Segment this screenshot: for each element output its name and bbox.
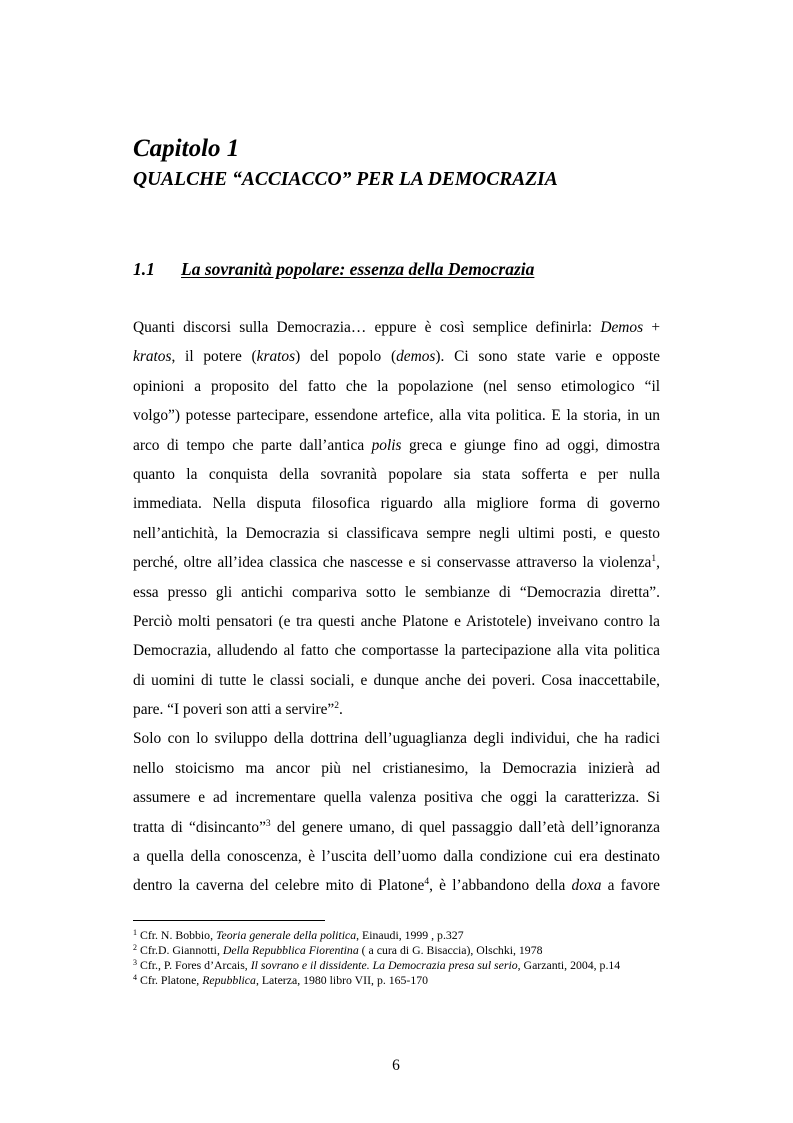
italic-text: kratos	[133, 348, 172, 366]
text-run: , è l’abbandono della	[429, 877, 572, 895]
text-run: nell’antichità, la Democrazia si classificava sempre negli ultimi posti, e questo	[133, 524, 660, 542]
paragraph	[133, 724, 660, 900]
text-run: ,	[656, 554, 660, 572]
footnote-reference: 1	[133, 928, 137, 937]
text-run: immediata. Nella disputa filosofica riguardo alla migliore forma di governo	[133, 495, 660, 513]
text-line	[133, 401, 660, 430]
text-line	[133, 460, 660, 489]
text-run: , Garzanti, 2004, p.14	[517, 958, 621, 972]
chapter-title: QUALCHE “ACCIACCO” PER LA DEMOCRAZIA	[133, 169, 558, 190]
text-run: Cfr. Platone,	[137, 973, 203, 987]
text-run: a favore	[601, 877, 660, 895]
text-run: Cfr. N. Bobbio,	[137, 928, 216, 942]
italic-text: Il sovrano e il dissidente. La Democrazia presa sul serio	[250, 958, 518, 972]
italic-text: Della Repubblica Fiorentina	[222, 943, 359, 957]
footnote-reference: 2	[334, 701, 340, 712]
text-run: Cfr., P. Fores d’Arcais,	[137, 958, 251, 972]
italic-text: polis	[371, 436, 402, 454]
footnote-reference: 2	[133, 943, 137, 952]
text-line	[133, 372, 660, 401]
italic-text: demos	[396, 348, 436, 366]
text-line	[133, 607, 660, 636]
section-number: 1.1	[133, 259, 155, 279]
footnote-1	[133, 928, 693, 943]
italic-text: doxa	[571, 877, 602, 895]
text-line	[133, 871, 660, 900]
text-line	[133, 724, 660, 753]
body-text	[133, 313, 660, 901]
text-line	[133, 431, 660, 460]
text-run: Solo con lo sviluppo della dottrina dell’uguaglianza degli individui, che ha radici	[133, 730, 660, 748]
text-line	[133, 783, 660, 812]
text-run: ). Ci sono state varie e opposte	[435, 348, 660, 366]
text-run: .	[339, 701, 343, 719]
footnote-reference: 4	[424, 877, 430, 888]
footnote-2	[133, 943, 693, 958]
section-heading	[133, 257, 534, 281]
text-run: a quella della conoscenza, è l’uscita dell’uomo dalla condizione cui era destinato	[133, 848, 660, 866]
text-run: , Einaudi, 1999 , p.327	[356, 928, 464, 942]
text-run: essa presso gli antichi compariva sotto le sembianze di “Democrazia diretta”.	[133, 583, 660, 601]
footnote-reference: 3	[265, 818, 271, 829]
italic-text: Teoria generale della politica	[215, 928, 357, 942]
text-run: arco di tempo che parte dall’antica	[133, 436, 372, 454]
footnotes	[133, 928, 693, 988]
text-run: , il potere (	[171, 348, 257, 366]
text-run: nello stoicismo ma ancor più nel cristianesimo, la Democrazia inizierà ad	[133, 759, 660, 777]
text-run: Perciò molti pensatori (e tra questi anche Platone e Aristotele) inveivano contro la	[133, 612, 660, 630]
text-run: quanto la conquista della sovranità popolare sia stata sofferta e per nulla	[133, 465, 660, 483]
footnote-reference: 4	[133, 973, 137, 982]
text-line	[133, 813, 660, 842]
text-run: di uomini di tutte le classi sociali, e dunque anche dei poveri. Cosa inaccettabile,	[133, 671, 660, 689]
text-line	[133, 489, 660, 518]
italic-text: kratos	[256, 348, 296, 366]
text-run: ) del popolo (	[295, 348, 397, 366]
text-line	[133, 842, 660, 871]
section-title: La sovranità popolare: essenza della Democrazia	[181, 259, 535, 279]
text-run: del genere umano, di quel passaggio dall’età dell’ignoranza	[270, 818, 660, 836]
text-run: Cfr.D. Giannotti,	[137, 943, 223, 957]
text-run: tratta di “disincanto”	[133, 818, 266, 836]
text-run: dentro la caverna del celebre mito di Platone	[133, 877, 425, 895]
text-line	[133, 754, 660, 783]
text-line	[133, 548, 660, 577]
text-line	[133, 578, 660, 607]
page-number: 6	[392, 1057, 400, 1074]
text-line	[133, 342, 660, 371]
text-run: , Laterza, 1980 libro VII, p. 165-170	[255, 973, 429, 987]
footnote-4	[133, 973, 693, 988]
text-run: ( a cura di G. Bisaccia), Olschki, 1978	[358, 943, 543, 957]
text-run: perché, oltre all’idea classica che nascesse e si conservasse attraverso la violenza	[133, 554, 652, 572]
text-run: volgo”) potesse partecipare, essendone artefice, alla vita politica. E la storia, in un	[133, 407, 660, 425]
footnote-3	[133, 958, 693, 973]
footnote-reference: 1	[651, 554, 657, 565]
text-run: opinioni a proposito del fatto che la popolazione (nel senso etimologico “il	[133, 377, 660, 395]
text-line	[133, 519, 660, 548]
italic-text: Demos	[600, 319, 644, 336]
text-run: +	[643, 319, 660, 336]
text-line	[133, 695, 660, 724]
text-line	[133, 313, 660, 342]
italic-text: Repubblica	[202, 973, 256, 987]
footnote-reference: 3	[133, 958, 137, 967]
text-line	[133, 666, 660, 695]
chapter-label: Capitolo 1	[133, 135, 240, 162]
text-run: assumere e ad incrementare quella valenza positiva che oggi la caratterizza. Si	[133, 789, 660, 807]
text-run: Democrazia, alludendo al fatto che comportasse la partecipazione alla vita politica	[133, 642, 660, 660]
paragraph	[133, 313, 660, 724]
text-run: greca e giunge fino ad oggi, dimostra	[401, 436, 660, 454]
text-run: Quanti discorsi sulla Democrazia… eppure è così semplice definirla:	[133, 319, 601, 336]
text-run: pare. “I poveri son atti a servire”	[133, 701, 335, 719]
text-line	[133, 636, 660, 665]
footnote-separator	[133, 920, 325, 921]
